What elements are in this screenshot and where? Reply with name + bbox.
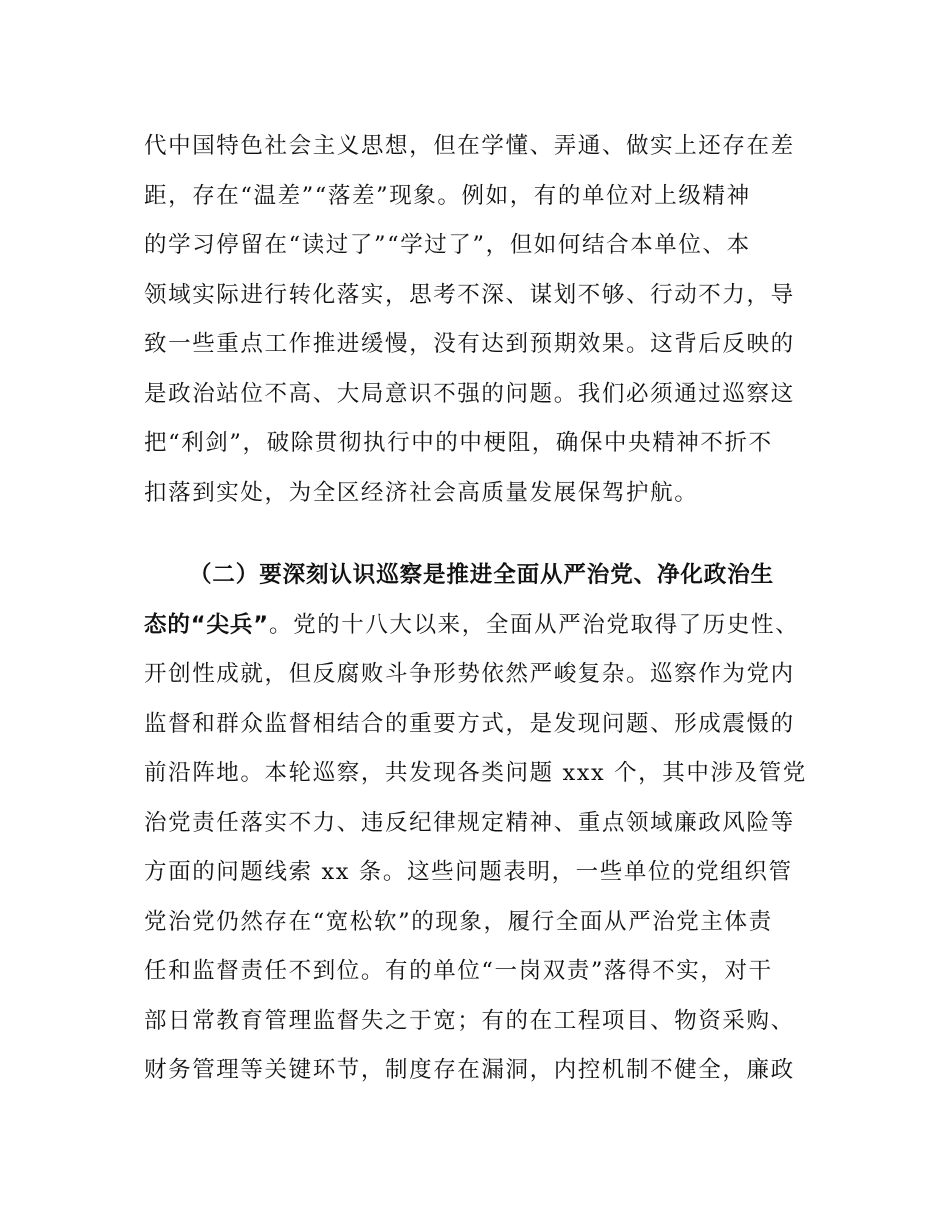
text-line: 任和监督责任不到位。有的单位“一岗双责”落得不实，对干 [144,958,773,984]
text-line: 距，存在“温差”“落差”现象。例如，有的单位对上级精神 [144,182,751,209]
text-line: 代中国特色社会主义思想，但在学懂、弄通、做实上还存在差 [144,133,795,159]
text-line: 致一些重点工作推进缓慢，没有达到预期效果。这背后反映的 [144,331,795,357]
text-line [144,601,824,651]
document-body [144,122,824,1096]
text-line: 治党责任落实不力、违反纪律规定精神、重点领域廉政风险等 [144,809,795,836]
section-heading: （二）要深刻认识巡察是推进全面从严治党、净化政治生 [189,562,775,588]
paragraph-political-stance [144,122,824,518]
text-line: 扣落到实处，为全区经济社会高质量发展保驾护航。 [144,479,699,506]
text-line: 党治党仍然存在“宽松软”的现象，履行全面从严治党主体责 [144,908,773,935]
text-line: 方面的问题线索 xx 条。这些问题表明，一些单位的党组织管 [144,859,793,885]
paragraph-gap [144,518,824,551]
paragraph-strict-governance [144,551,824,1096]
text-run: 。党的十八大以来，全面从严治党取得了历史性、 [268,611,800,638]
text-line: 领域实际进行转化落实，思考不深、谋划不够、行动不力，导 [144,281,795,308]
text-line: 把“利剑”，破除贯彻执行中的中梗阻，确保中央精神不折不 [144,430,773,456]
text-line: 部日常教育管理监督失之于宽；有的在工程项目、物资采购、 [144,1007,795,1034]
text-line: 开创性成就，但反腐败斗争形势依然严峻复杂。巡察作为党内 [144,661,795,687]
text-line: 监督和群众监督相结合的重要方式，是发现问题、形成震慑的 [144,710,795,737]
text-line: 财务管理等关键环节，制度存在漏洞，内控机制不健全，廉政 [144,1057,795,1083]
text-line: 是政治站位不高、大局意识不强的问题。我们必须通过巡察这 [144,380,795,407]
text-line: 前沿阵地。本轮巡察，共发现各类问题 xxx 个，其中涉及管党 [144,760,807,786]
section-heading-tail: 态的“尖兵” [144,611,269,638]
text-line: 的学习停留在“读过了”“学过了”，但如何结合本单位、本 [144,232,751,258]
